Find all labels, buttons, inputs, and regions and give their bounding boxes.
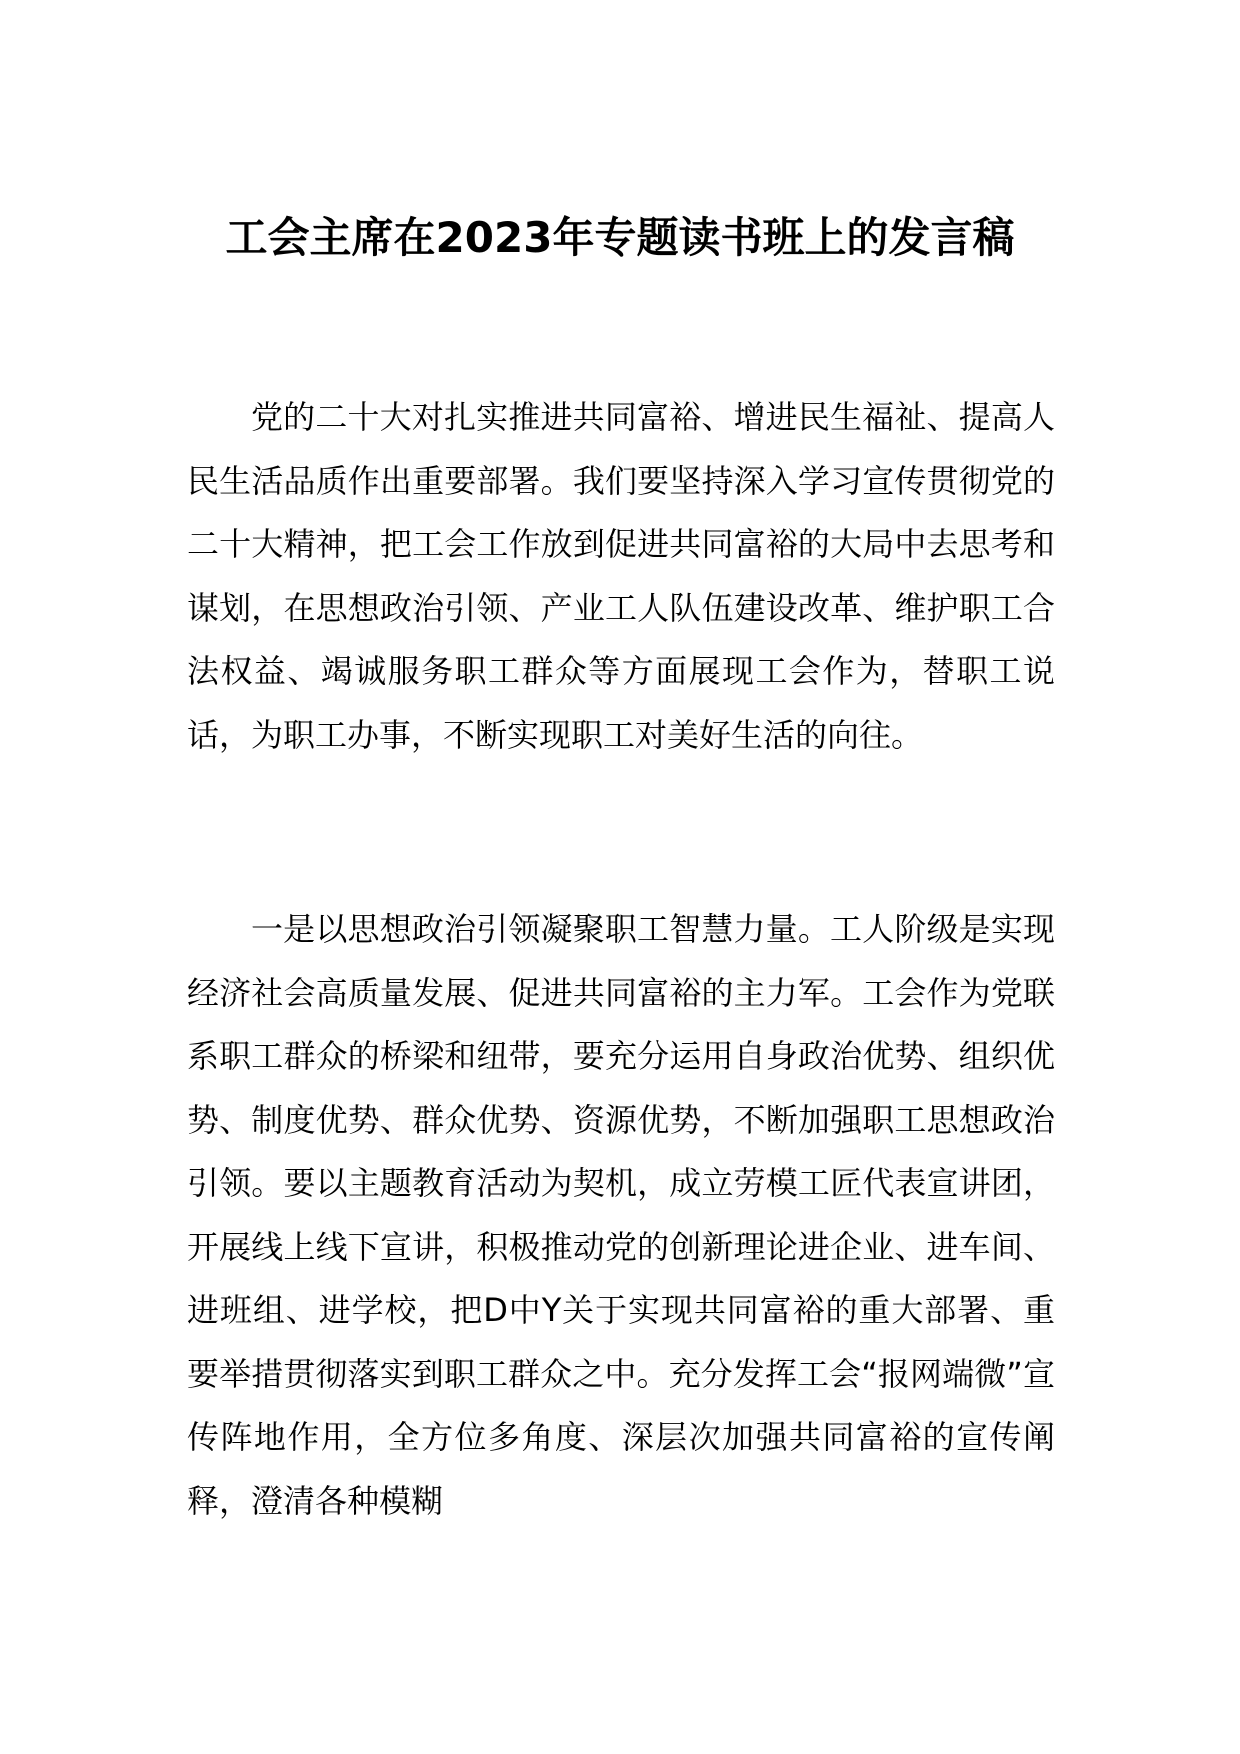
body-paragraph: 一是以思想政治引领凝聚职工智慧力量。工人阶级是实现经济社会高质量发展、促进共同富裕的主力军。工会作为党联系职工群众的桥梁和纽带，要充分运用自身政治优势、组织优势、制度优势、群众优势、资源优势，不断加强职工思想政治引领。要以主题教育活动为契机，成立劳模工匠代表宣讲团，开展线上线下宣讲，积极推动党的创新理论进企业、进车间、进班组、进学校，把D中Y关于实现共同富裕的重大部署、重要举措贯彻落实到职工群众之中。充分发挥工会“报网端微”宣传阵地作用，全方位多角度、深层次加强共同富裕的宣传阐释，澄清各种模糊 [187, 910, 1055, 1520]
document-title: 工会主席在2023年专题读书班上的发言稿 [225, 213, 1015, 262]
body-paragraph: 党的二十大对扎实推进共同富裕、增进民生福祉、提高人民生活品质作出重要部署。我们要坚持深入学习宣传贯彻党的二十大精神，把工会工作放到促进共同富裕的大局中去思考和谋划，在思想政治引领、产业工人队伍建设改革、维护职工合法权益、竭诚服务职工群众等方面展现工会作为，替职工说话，为职工办事，不断实现职工对美好生活的向往。 [187, 398, 1055, 754]
